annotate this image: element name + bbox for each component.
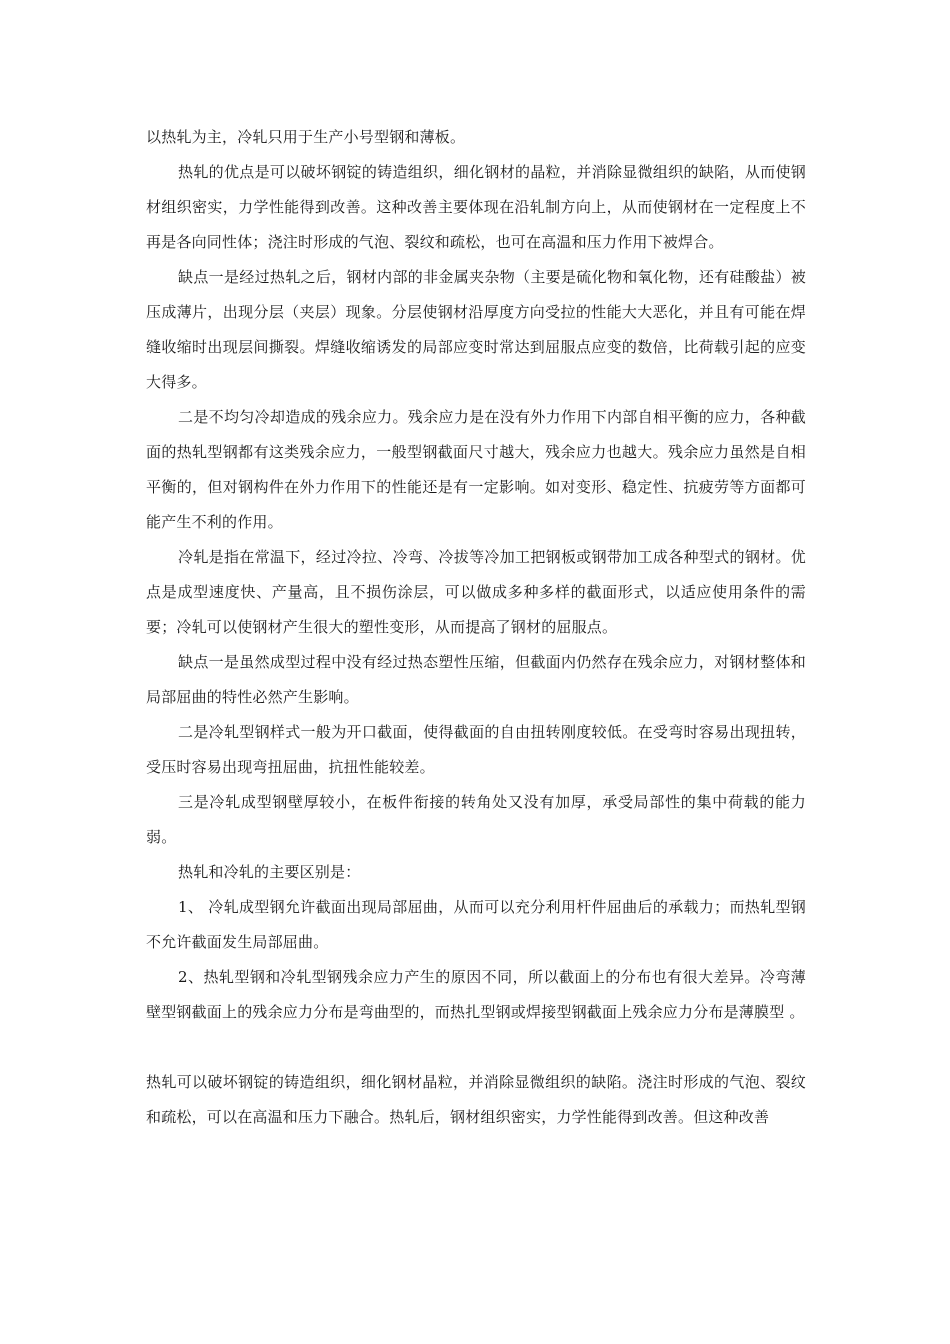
paragraph: 热轧可以破坏钢锭的铸造组织，细化钢材晶粒，并消除显微组织的缺陷。浇注时形成的气泡、裂纹和疏松，可以在高温和压力下融合。热轧后，钢材组织密实，力学性能得到改善。但这种改善 <box>146 1073 806 1126</box>
paragraph: 冷轧是指在常温下，经过冷拉、冷弯、冷拔等冷加工把钢板或钢带加工成各种型式的钢材。优点是成型速度快、产量高，且不损伤涂层，可以做成多种多样的截面形式，以适应使用条件的需要；冷轧可以使钢材产生很大的塑性变形，从而提高了钢材的屈服点。 <box>146 548 806 636</box>
paragraph: 热轧的优点是可以破坏钢锭的铸造组织，细化钢材的晶粒，并消除显微组织的缺陷，从而使钢材组织密实，力学性能得到改善。这种改善主要体现在沿轧制方向上，从而使钢材在一定程度上不再是各向同性体；浇注时形成的气泡、裂纹和疏松，也可在高温和压力作用下被焊合。 <box>146 163 806 251</box>
paragraph: 缺点一是经过热轧之后，钢材内部的非金属夹杂物（主要是硫化物和氧化物，还有硅酸盐）被压成薄片，出现分层（夹层）现象。分层使钢材沿厚度方向受拉的性能大大恶化，并且有可能在焊缝收缩时出现层间撕裂。焊缝收缩诱发的局部应变时常达到屈服点应变的数倍，比荷载引起的应变大得多。 <box>146 268 806 391</box>
paragraph: 二是不均匀冷却造成的残余应力。残余应力是在没有外力作用下内部自相平衡的应力，各种截面的热轧型钢都有这类残余应力，一般型钢截面尺寸越大，残余应力也越大。残余应力虽然是自相平衡的，但对钢构件在外力作用下的性能还是有一定影响。如对变形、稳定性、抗疲劳等方面都可能产生不利的作用。 <box>146 408 806 531</box>
paragraph: 二是冷轧型钢样式一般为开口截面，使得截面的自由扭转刚度较低。在受弯时容易出现扭转，受压时容易出现弯扭屈曲，抗扭性能较差。 <box>146 723 806 776</box>
document-body <box>146 120 806 1135</box>
paragraph: 缺点一是虽然成型过程中没有经过热态塑性压缩，但截面内仍然存在残余应力，对钢材整体和局部屈曲的特性必然产生影响。 <box>146 653 806 706</box>
paragraph: 三是冷轧成型钢壁厚较小，在板件衔接的转角处又没有加厚，承受局部性的集中荷载的能力弱。 <box>146 793 806 846</box>
paragraph: 2、热轧型钢和冷轧型钢残余应力产生的原因不同，所以截面上的分布也有很大差异。冷弯薄壁型钢截面上的残余应力分布是弯曲型的，而热扎型钢或焊接型钢截面上残余应力分布是薄膜型 。 <box>146 968 806 1021</box>
paragraph: 以热轧为主，冷轧只用于生产小号型钢和薄板。 <box>146 128 466 146</box>
paragraph: 1、 冷轧成型钢允许截面出现局部屈曲，从而可以充分利用杆件屈曲后的承载力；而热轧型钢不允许截面发生局部屈曲。 <box>146 898 806 951</box>
paragraph: 热轧和冷轧的主要区别是： <box>178 863 361 881</box>
